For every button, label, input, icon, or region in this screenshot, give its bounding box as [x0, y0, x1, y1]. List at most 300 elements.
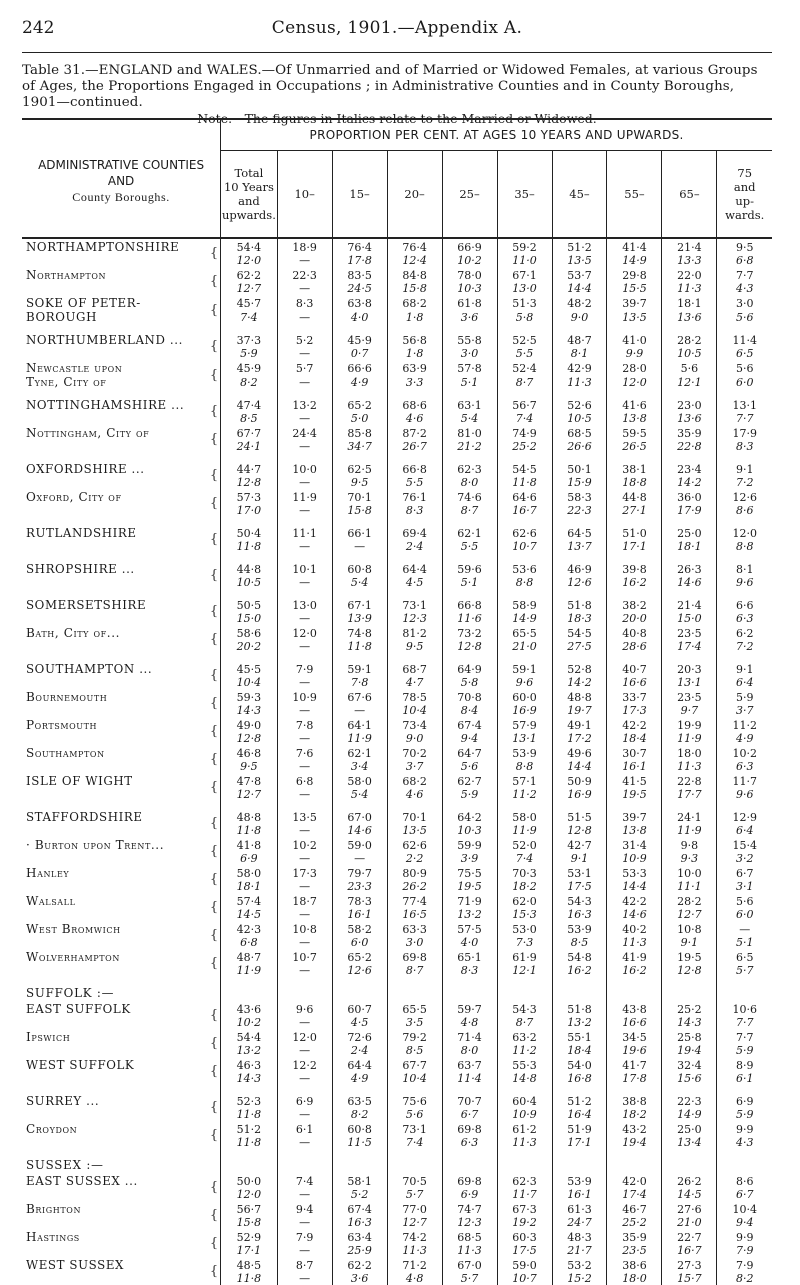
- unmarried-value: 10·2: [717, 745, 772, 760]
- table-row: [22, 561, 772, 576]
- column-header-line2: AND: [107, 173, 135, 188]
- married-value: 7·7: [717, 1016, 772, 1029]
- unmarried-value: 61·8: [442, 295, 497, 310]
- married-value: 13·0: [497, 282, 552, 295]
- total-header: [221, 151, 277, 239]
- last-header-line: up-: [735, 194, 755, 208]
- unmarried-value: 51·5: [552, 809, 607, 824]
- table-row: [22, 1229, 772, 1244]
- unmarried-value: 51·2: [552, 1093, 607, 1108]
- unmarried-value: 59·0: [497, 1257, 552, 1272]
- brace-glyph: {: [209, 1128, 219, 1143]
- unmarried-value: 10·4: [717, 1201, 772, 1216]
- area-name-continued: [22, 964, 209, 977]
- unmarried-value: 12·9: [717, 809, 772, 824]
- unmarried-value: 45·5: [221, 661, 277, 676]
- unmarried-value: 65·2: [332, 397, 387, 412]
- unmarried-value: 51·2: [552, 238, 607, 254]
- unmarried-value: 22·8: [662, 773, 717, 788]
- age-header: 25–: [442, 151, 497, 239]
- married-value: 26·5: [607, 440, 662, 453]
- married-value: 17·1: [221, 1244, 277, 1257]
- married-value: 10·5: [552, 412, 607, 425]
- married-value: 5·6: [442, 760, 497, 773]
- married-value: 14·4: [607, 880, 662, 893]
- married-value: 5·9: [442, 788, 497, 801]
- married-value: 26·2: [387, 880, 442, 893]
- table-row: [22, 625, 772, 640]
- unmarried-value: 10·6: [717, 1001, 772, 1016]
- area-name-continued: [22, 1016, 209, 1029]
- unmarried-value: 60·8: [332, 561, 387, 576]
- area-name: Nottingham, City of: [26, 426, 150, 440]
- unmarried-value: 67·0: [442, 1257, 497, 1272]
- table-row: [22, 809, 772, 824]
- table-row: [22, 921, 772, 936]
- unmarried-value: 19·9: [662, 717, 717, 732]
- married-value: 11·3: [662, 282, 717, 295]
- married-value: 12·3: [442, 1216, 497, 1229]
- unmarried-value: 71·2: [387, 1257, 442, 1272]
- married-value: 11·9: [662, 732, 717, 745]
- spacer-row: [22, 977, 772, 985]
- table-row-married: [22, 676, 772, 689]
- married-value: 16·6: [607, 1016, 662, 1029]
- total-header-line: and: [238, 194, 260, 208]
- unmarried-value: 74·8: [332, 625, 387, 640]
- area-name: Ipswich: [26, 1030, 71, 1044]
- married-value: 3·6: [442, 310, 497, 324]
- area-name: WEST SUFFOLK: [26, 1058, 135, 1072]
- table-row: [22, 837, 772, 852]
- unmarried-value: 57·8: [442, 360, 497, 375]
- married-value: 25·9: [332, 1244, 387, 1257]
- married-value: 19·5: [442, 880, 497, 893]
- column-header-line3: County Boroughs.: [72, 189, 170, 204]
- table-row: [22, 1121, 772, 1136]
- married-value: 8·3: [717, 440, 772, 453]
- unmarried-value: 5·6: [662, 360, 717, 375]
- unmarried-value: 48·8: [221, 809, 277, 824]
- married-value: 9·7: [662, 704, 717, 717]
- married-value: 6·4: [717, 676, 772, 689]
- unmarried-value: 11·4: [717, 332, 772, 347]
- table-row: [22, 865, 772, 880]
- unmarried-value: 42·9: [552, 360, 607, 375]
- unmarried-value: 23·4: [662, 461, 717, 476]
- page-number: 242: [22, 18, 55, 38]
- married-value: 10·3: [442, 824, 497, 837]
- table-row-married: [22, 504, 772, 517]
- unmarried-value: 72·6: [332, 1029, 387, 1044]
- married-value: 4·5: [332, 1016, 387, 1029]
- unmarried-value: 45·7: [221, 295, 277, 310]
- unmarried-value: 22·3: [277, 267, 332, 282]
- married-value: 1·8: [387, 310, 442, 324]
- married-value: 9·4: [717, 1216, 772, 1229]
- married-value: —: [277, 1244, 332, 1257]
- unmarried-value: 71·9: [442, 893, 497, 908]
- empty-cell: [387, 1157, 442, 1173]
- married-value: 5·5: [497, 347, 552, 360]
- unmarried-value: 54·5: [497, 461, 552, 476]
- married-value: 10·7: [497, 540, 552, 553]
- married-value: —: [277, 936, 332, 949]
- last-age-header: [717, 151, 772, 239]
- married-value: 18·2: [497, 880, 552, 893]
- married-value: 10·2: [442, 254, 497, 267]
- married-value: —: [277, 1016, 332, 1029]
- unmarried-value: 64·4: [332, 1057, 387, 1072]
- married-value: —: [277, 852, 332, 865]
- married-value: 6·3: [442, 1136, 497, 1149]
- married-value: 6·0: [717, 908, 772, 921]
- married-value: 21·0: [662, 1216, 717, 1229]
- married-value: 12·7: [662, 908, 717, 921]
- married-value: 11·8: [221, 1136, 277, 1149]
- unmarried-value: 84·8: [387, 267, 442, 282]
- unmarried-value: 10·0: [277, 461, 332, 476]
- unmarried-value: 70·8: [442, 689, 497, 704]
- married-value: 12·8: [221, 732, 277, 745]
- unmarried-value: 64·1: [332, 717, 387, 732]
- married-value: —: [277, 504, 332, 517]
- married-value: 5·1: [442, 576, 497, 589]
- unmarried-value: 21·4: [662, 238, 717, 254]
- area-name-continued: [22, 576, 209, 589]
- last-header-line: 75: [737, 166, 753, 180]
- area-name-continued: [22, 824, 209, 837]
- brace-glyph: {: [209, 872, 219, 887]
- married-value: —: [277, 310, 332, 324]
- running-head: Census, 1901.—Appendix A.: [271, 18, 523, 38]
- unmarried-value: 54·8: [552, 949, 607, 964]
- table-row-married: [22, 732, 772, 745]
- married-value: 3·7: [387, 760, 442, 773]
- unmarried-value: 53·9: [552, 921, 607, 936]
- married-value: 12·8: [662, 964, 717, 977]
- married-value: —: [277, 612, 332, 625]
- unmarried-value: 54·3: [552, 893, 607, 908]
- married-value: 11·9: [332, 732, 387, 745]
- unmarried-value: 54·5: [552, 625, 607, 640]
- married-value: 16·2: [607, 964, 662, 977]
- area-name-continued: [22, 612, 209, 625]
- unmarried-value: 62·7: [442, 773, 497, 788]
- brace-glyph: {: [209, 900, 219, 915]
- empty-cell: [717, 985, 772, 1001]
- unmarried-value: 45·9: [332, 332, 387, 347]
- unmarried-value: 77·0: [387, 1201, 442, 1216]
- table-row-married: [22, 852, 772, 865]
- married-value: 16·4: [552, 1108, 607, 1121]
- unmarried-value: 54·4: [221, 1029, 277, 1044]
- unmarried-value: 57·4: [221, 893, 277, 908]
- married-value: 8·2: [717, 1272, 772, 1285]
- married-value: 5·2: [332, 1188, 387, 1201]
- married-value: 13·3: [662, 254, 717, 267]
- brace-glyph: {: [209, 404, 219, 419]
- area-name-continued: [22, 732, 209, 745]
- area-name-continued: [22, 1216, 209, 1229]
- table-row-married: [22, 1108, 772, 1121]
- unmarried-value: 7·7: [717, 267, 772, 282]
- married-value: 13·7: [552, 540, 607, 553]
- unmarried-value: 52·0: [497, 837, 552, 852]
- married-value: 21·0: [497, 640, 552, 653]
- unmarried-value: 57·5: [442, 921, 497, 936]
- page-header: [22, 18, 772, 40]
- unmarried-value: 79·7: [332, 865, 387, 880]
- married-value: 11·3: [607, 936, 662, 949]
- unmarried-value: 34·5: [607, 1029, 662, 1044]
- unmarried-value: 25·8: [662, 1029, 717, 1044]
- married-value: 12·6: [552, 576, 607, 589]
- married-value: 15·0: [662, 612, 717, 625]
- table-row-married: [22, 254, 772, 267]
- unmarried-value: 53·1: [552, 865, 607, 880]
- brace-glyph: {: [209, 1264, 219, 1279]
- married-value: 16·1: [552, 1188, 607, 1201]
- married-value: —: [277, 676, 332, 689]
- unmarried-value: 46·7: [607, 1201, 662, 1216]
- unmarried-value: 9·1: [717, 661, 772, 676]
- unmarried-value: 52·8: [552, 661, 607, 676]
- empty-cell: [607, 985, 662, 1001]
- married-value: 14·4: [552, 282, 607, 295]
- data-table-frame: [22, 118, 772, 1285]
- married-value: 13·2: [442, 908, 497, 921]
- unmarried-value: 76·1: [387, 489, 442, 504]
- unmarried-value: 53·2: [552, 1257, 607, 1272]
- unmarried-value: 50·5: [221, 597, 277, 612]
- table-row: [22, 461, 772, 476]
- unmarried-value: 53·7: [552, 267, 607, 282]
- table-row-married: [22, 612, 772, 625]
- last-header-line: wards.: [725, 208, 765, 222]
- married-value: 16·5: [387, 908, 442, 921]
- table-row-married: [22, 476, 772, 489]
- unmarried-value: 66·8: [387, 461, 442, 476]
- married-value: 16·3: [332, 1216, 387, 1229]
- unmarried-value: 30·7: [607, 745, 662, 760]
- unmarried-value: 53·6: [497, 561, 552, 576]
- unmarried-value: 51·2: [221, 1121, 277, 1136]
- area-name-continued: [22, 676, 209, 689]
- married-value: —: [277, 1272, 332, 1285]
- unmarried-value: 58·9: [497, 597, 552, 612]
- unmarried-value: 60·7: [332, 1001, 387, 1016]
- empty-cell: [332, 985, 387, 1001]
- unmarried-value: 58·0: [332, 773, 387, 788]
- unmarried-value: 39·7: [607, 809, 662, 824]
- table-row: [22, 397, 772, 412]
- unmarried-value: 9·9: [717, 1229, 772, 1244]
- area-name: SOKE OF PETER-: [26, 296, 141, 310]
- area-name: Oxford, City of: [26, 490, 122, 504]
- table-row: [22, 332, 772, 347]
- unmarried-value: 38·2: [607, 597, 662, 612]
- married-value: 17·4: [607, 1188, 662, 1201]
- unmarried-value: 55·1: [552, 1029, 607, 1044]
- married-value: 5·5: [387, 476, 442, 489]
- married-value: 25·2: [607, 1216, 662, 1229]
- married-value: 10·7: [497, 1272, 552, 1285]
- unmarried-value: 41·6: [607, 397, 662, 412]
- married-value: 17·7: [662, 788, 717, 801]
- married-value: 11·8: [221, 824, 277, 837]
- table-row: [22, 1257, 772, 1272]
- unmarried-value: 87·2: [387, 425, 442, 440]
- unmarried-value: 10·0: [662, 865, 717, 880]
- unmarried-value: 49·1: [552, 717, 607, 732]
- unmarried-value: 22·7: [662, 1229, 717, 1244]
- area-name: WEST SUSSEX: [26, 1258, 125, 1272]
- brace-glyph: {: [209, 604, 219, 619]
- married-value: 3·2: [717, 852, 772, 865]
- unmarried-value: 60·3: [497, 1229, 552, 1244]
- unmarried-value: 35·9: [662, 425, 717, 440]
- empty-cell: [332, 1157, 387, 1173]
- unmarried-value: 5·6: [717, 360, 772, 375]
- married-value: 6·4: [717, 824, 772, 837]
- table-row: [22, 893, 772, 908]
- unmarried-value: 75·5: [442, 865, 497, 880]
- area-name: EAST SUSSEX ...: [26, 1174, 138, 1188]
- unmarried-value: 63·4: [332, 1229, 387, 1244]
- table-row-married: [22, 1072, 772, 1085]
- table-row: [22, 1029, 772, 1044]
- brace-glyph: {: [209, 752, 219, 767]
- unmarried-value: 20·3: [662, 661, 717, 676]
- married-value: 5·1: [442, 375, 497, 389]
- unmarried-value: 7·4: [277, 1173, 332, 1188]
- table-row: [22, 717, 772, 732]
- brace-glyph: {: [209, 468, 219, 483]
- unmarried-value: 52·3: [221, 1093, 277, 1108]
- married-value: 26·6: [552, 440, 607, 453]
- married-value: 5·4: [332, 788, 387, 801]
- married-value: 19·4: [662, 1044, 717, 1057]
- empty-cell: [662, 1157, 717, 1173]
- section-row: [22, 1157, 772, 1173]
- married-value: 13·6: [662, 412, 717, 425]
- married-value: 19·4: [607, 1136, 662, 1149]
- unmarried-value: 8·7: [277, 1257, 332, 1272]
- table-row: [22, 489, 772, 504]
- unmarried-value: 70·1: [332, 489, 387, 504]
- unmarried-value: 73·4: [387, 717, 442, 732]
- unmarried-value: 59·9: [442, 837, 497, 852]
- area-name-continued: [22, 1108, 209, 1121]
- empty-cell: [552, 985, 607, 1001]
- table-row: [22, 949, 772, 964]
- unmarried-value: 7·9: [277, 661, 332, 676]
- area-name: NORTHAMPTONSHIRE: [26, 240, 180, 254]
- married-value: 17·5: [552, 880, 607, 893]
- table-row-married: [22, 540, 772, 553]
- unmarried-value: 63·9: [387, 360, 442, 375]
- unmarried-value: 9·9: [717, 1121, 772, 1136]
- area-name-continued: [22, 540, 209, 553]
- married-value: 13·1: [662, 676, 717, 689]
- married-value: —: [277, 412, 332, 425]
- married-value: 7·4: [497, 412, 552, 425]
- area-name: SURREY ...: [26, 1094, 100, 1108]
- area-name-continued: [22, 1044, 209, 1057]
- married-value: 15·5: [607, 282, 662, 295]
- unmarried-value: 5·2: [277, 332, 332, 347]
- table-row-married: [22, 880, 772, 893]
- unmarried-value: 41·5: [607, 773, 662, 788]
- brace-glyph: {: [209, 696, 219, 711]
- unmarried-value: 59·7: [442, 1001, 497, 1016]
- married-value: 12·8: [221, 476, 277, 489]
- banner-header: PROPORTION PER CENT. AT AGES 10 YEARS AND UPWARDS.: [221, 120, 772, 151]
- married-value: 8·5: [387, 1044, 442, 1057]
- unmarried-value: 62·2: [221, 267, 277, 282]
- unmarried-value: 78·5: [387, 689, 442, 704]
- unmarried-value: 67·3: [497, 1201, 552, 1216]
- unmarried-value: 78·0: [442, 267, 497, 282]
- section-label: SUSSEX :—: [26, 1158, 104, 1172]
- unmarried-value: 22·0: [662, 267, 717, 282]
- table-row-married: [22, 375, 772, 389]
- unmarried-value: 58·0: [497, 809, 552, 824]
- married-value: 6·8: [717, 254, 772, 267]
- unmarried-value: 68·2: [387, 773, 442, 788]
- married-value: 26·7: [387, 440, 442, 453]
- unmarried-value: 50·4: [221, 525, 277, 540]
- empty-cell: [717, 1157, 772, 1173]
- area-name-continued: [22, 760, 209, 773]
- unmarried-value: 49·6: [552, 745, 607, 760]
- table-row: [22, 745, 772, 760]
- table-row-married: [22, 282, 772, 295]
- unmarried-value: 12·0: [277, 1029, 332, 1044]
- table-row: [22, 425, 772, 440]
- married-value: 9·6: [717, 576, 772, 589]
- married-value: 10·4: [387, 704, 442, 717]
- married-value: —: [332, 704, 387, 717]
- married-value: 7·2: [717, 640, 772, 653]
- brace-glyph: {: [209, 367, 219, 383]
- unmarried-value: 61·9: [497, 949, 552, 964]
- married-value: 14·9: [497, 612, 552, 625]
- married-value: 6·0: [717, 375, 772, 389]
- married-value: 7·4: [221, 310, 277, 324]
- brace-glyph: {: [209, 532, 219, 547]
- married-value: 7·8: [332, 676, 387, 689]
- married-value: 17·3: [607, 704, 662, 717]
- married-value: 3·4: [332, 760, 387, 773]
- area-name-continued: [22, 936, 209, 949]
- married-value: 16·2: [607, 576, 662, 589]
- unmarried-value: 63·7: [442, 1057, 497, 1072]
- unmarried-value: 62·1: [442, 525, 497, 540]
- brace-glyph: {: [209, 632, 219, 647]
- unmarried-value: 64·7: [442, 745, 497, 760]
- married-value: 8·5: [552, 936, 607, 949]
- married-value: 5·1: [717, 936, 772, 949]
- area-name-continued: [22, 440, 209, 453]
- unmarried-value: 53·9: [497, 745, 552, 760]
- unmarried-value: 52·9: [221, 1229, 277, 1244]
- area-name: Wolverhampton: [26, 950, 120, 964]
- married-value: 4·3: [717, 282, 772, 295]
- unmarried-value: 44·8: [607, 489, 662, 504]
- unmarried-value: 57·3: [221, 489, 277, 504]
